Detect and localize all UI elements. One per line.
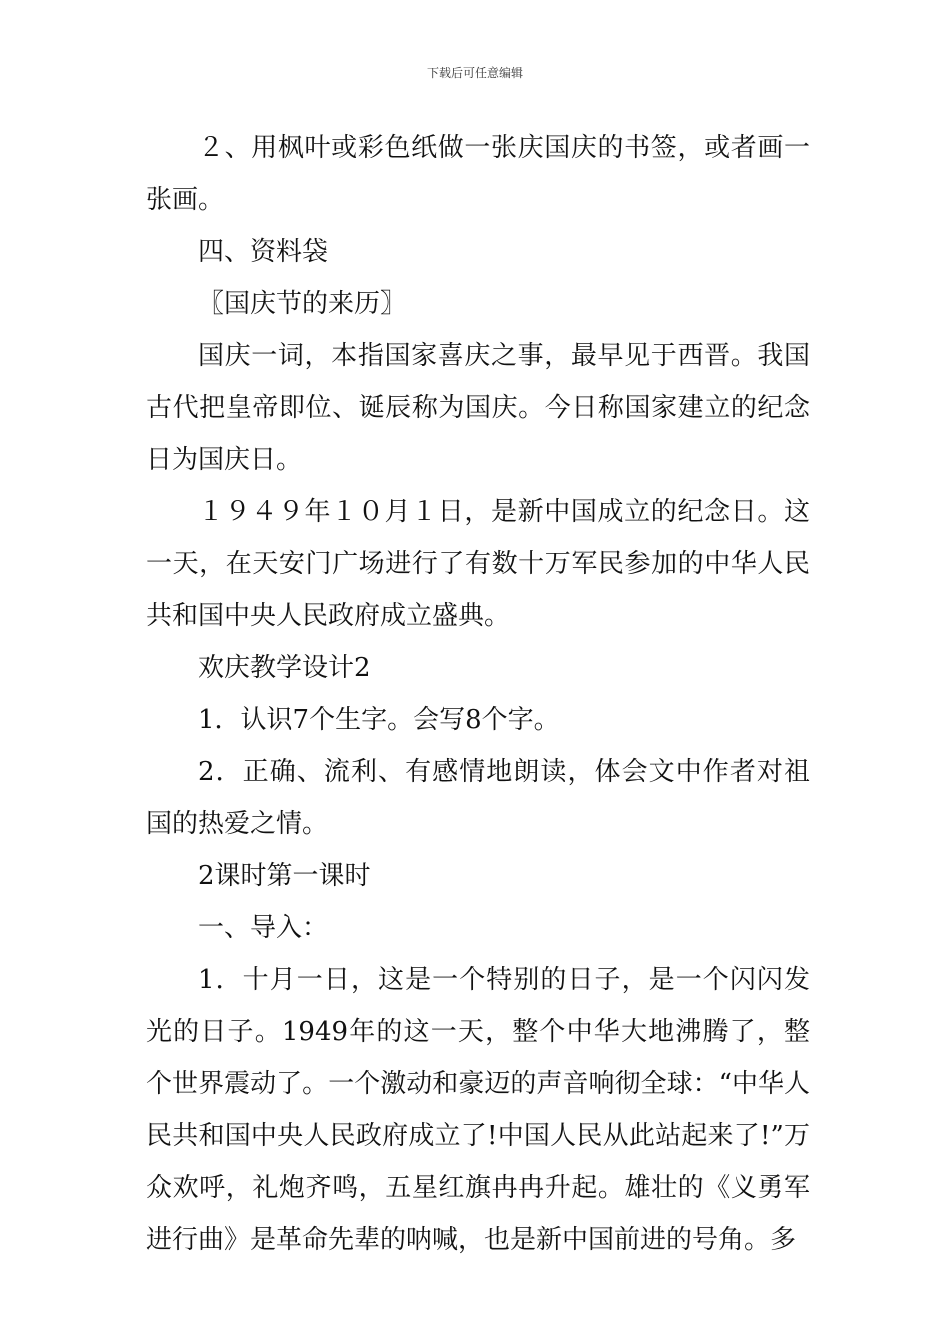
list-item-goal-1: 1．认识7个生字。会写8个字。 <box>198 705 560 735</box>
paragraph-introduction-text: 1．十月一日，这是一个特别的日子，是一个闪闪发光的日子。1949年的这一天，整个中华大地沸腾了，整个世界震动了。一个激动和豪迈的声音响彻全球：“中华人民共和国中央人民政府成立了!中国人民从此站起来了!”万众欢呼，礼炮齐鸣，五星红旗冉冉升起。雄壮的《义勇军进行曲》是革命先辈的呐喊，也是新中国前进的号角。多 <box>146 965 810 1255</box>
paragraph-bookmark-task: ２、用枫叶或彩色纸做一张庆国庆的书签，或者画一张画。 <box>146 133 810 215</box>
section-heading-introduction: 一、导入： <box>198 913 329 943</box>
lesson-period-heading: 2课时第一课时 <box>198 861 371 891</box>
section-heading-materials: 四、资料袋 <box>198 237 329 267</box>
list-item-goal-2: 2．正确、流利、有感情地朗读，体会文中作者对祖国的热爱之情。 <box>146 757 810 839</box>
document-body <box>146 122 810 1266</box>
paragraph-national-day-meaning: 国庆一词，本指国家喜庆之事，最早见于西晋。我国古代把皇帝即位、诞辰称为国庆。今日称国家建立的纪念日为国庆日。 <box>146 341 810 475</box>
section-title-lesson-design: 欢庆教学设计2 <box>198 653 371 683</box>
page-header-note: 下载后可任意编辑 <box>426 66 523 80</box>
paragraph-founding-date: １９４９年１０月１日，是新中国成立的纪念日。这一天，在天安门广场进行了有数十万军民参加的中华人民共和国中央人民政府成立盛典。 <box>146 497 810 631</box>
subheading-national-day-origin: 〖国庆节的来历〗 <box>198 289 407 319</box>
